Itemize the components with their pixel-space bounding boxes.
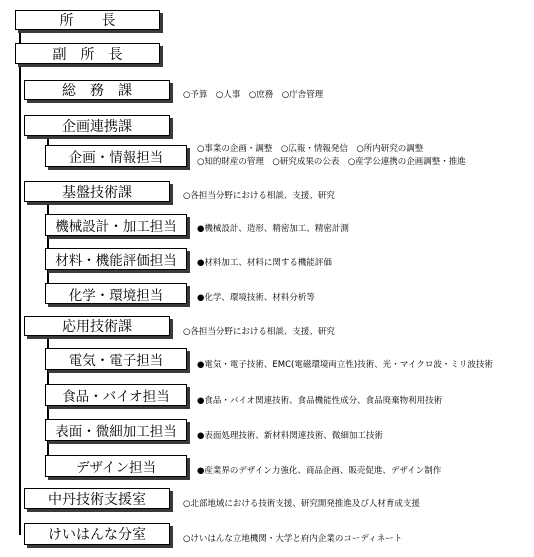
design-label: デザイン担当: [75, 460, 157, 476]
planning-info-label: 企画・情報担当: [68, 150, 164, 166]
applied-tech-label: 応用技術課: [62, 319, 132, 335]
chemistry-box: [45, 283, 187, 304]
chutan-box: [24, 488, 170, 509]
planning-info-desc-line2: ○知的財産の管理 ○研究成果の公表 ○産学公連携の企画調整・推進: [197, 157, 466, 167]
general-affairs-box: [24, 80, 170, 100]
mechanical-desc: ●機械設計、造形、精密加工、精密計測: [197, 224, 349, 234]
applied-tech-desc: ○各担当分野における相談、支援、研究: [183, 327, 335, 337]
fundamental-tech-box: [24, 181, 170, 202]
materials-desc: ●材料加工、材料に関する機能評価: [197, 258, 332, 268]
chutan-label: 中丹技術支援室: [48, 491, 146, 508]
deputy-director-label: 副 所 長: [52, 46, 123, 63]
materials-box: [45, 248, 187, 270]
food-bio-label: 食品・バイオ担当: [62, 389, 170, 405]
chemistry-desc: ●化学、環境技術、材料分析等: [197, 293, 315, 303]
design-box: [45, 455, 187, 477]
keihanna-desc: ○けいはんな立地機関・大学と府内企業のコーディネート: [183, 534, 403, 544]
general-affairs-desc: ○予算 ○人事 ○庶務 ○庁舎管理: [183, 90, 324, 100]
fundamental-tech-label: 基盤技術課: [62, 184, 132, 201]
chemistry-label: 化学・環境担当: [68, 287, 164, 304]
planning-label: 企画連携課: [62, 118, 132, 135]
surface-label: 表面・微細加工担当: [55, 424, 177, 440]
chutan-desc: ○北部地域における技術支援、研究開発推進及び人材育成支援: [183, 499, 420, 509]
director-label: 所 長: [59, 13, 116, 29]
mechanical-box: [45, 214, 187, 236]
materials-label: 材料・機能評価担当: [55, 253, 177, 269]
applied-tech-box: [24, 316, 170, 336]
fundamental-tech-desc: ○各担当分野における相談、支援、研究: [183, 191, 335, 201]
deputy-director-box: [15, 43, 160, 64]
general-affairs-label: 総 務 課: [62, 83, 132, 99]
surface-desc: ●表面処理技術、新材料関連技術、微細加工技術: [197, 431, 383, 441]
electrical-box: [45, 348, 187, 370]
electrical-label: 電気・電子担当: [68, 353, 164, 369]
food-bio-desc: ●食品・バイオ関連技術、食品機能性成分、食品廃棄物利用技術: [197, 396, 443, 406]
main-trunk-line: [19, 30, 21, 535]
mechanical-label: 機械設計・加工担当: [55, 219, 177, 235]
keihanna-label: けいはんな分室: [48, 527, 146, 543]
design-desc: ●産業界のデザイン力強化、商品企画、販売促進、デザイン制作: [197, 466, 442, 476]
keihanna-box: [24, 523, 170, 545]
planning-info-box: [45, 145, 187, 167]
surface-box: [45, 419, 187, 441]
electrical-desc: ●電気・電子技術、EMC(電磁環境両立性)技術、光・マイクロ波・ミリ波技術: [197, 360, 493, 370]
planning-box: [24, 115, 170, 136]
food-bio-box: [45, 384, 187, 406]
director-box: [15, 10, 160, 30]
planning-info-desc-line1: ○事業の企画・調整 ○広報・情報発信 ○所内研究の調整: [197, 144, 424, 154]
